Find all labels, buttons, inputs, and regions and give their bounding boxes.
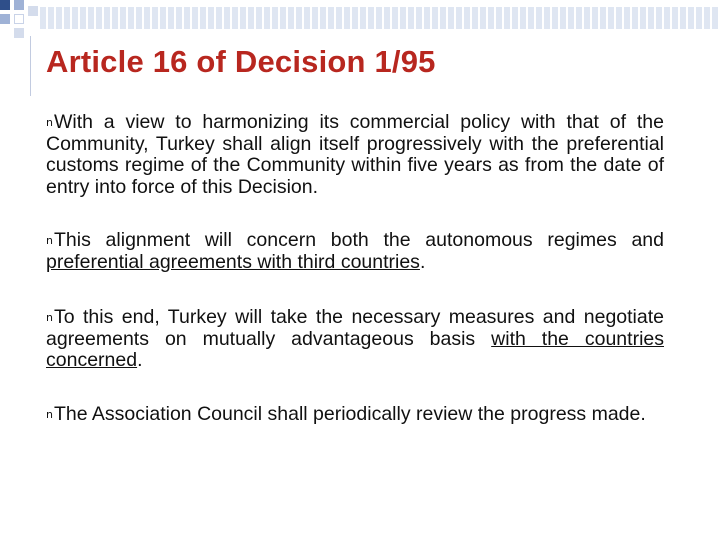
paragraph-tail: .: [419, 250, 426, 273]
paragraph-tail: .: [137, 349, 143, 371]
bullet-paragraph: [46, 112, 664, 198]
decor-square-pale: [14, 28, 24, 38]
paragraph-underlined-text: preferential agreements with third countries: [46, 250, 420, 273]
header-divider-line: [30, 36, 31, 96]
bullet-marker-icon: n: [46, 407, 53, 421]
decor-square-pale: [28, 6, 38, 16]
paragraph-underlined-text: with the countries concerned: [46, 327, 664, 371]
paragraph-text: With a view to harmonizing its commercial policy with that of the Community, Turkey shall align itself progressively with the preferential customs regime of the Community within five years as from the date of entry into force of this Decision.: [46, 111, 664, 198]
paragraph-text: To this end, Turkey will take the necessary measures and negotiate agreements on mutually advantageous basis: [46, 306, 664, 350]
decor-square-outline: [14, 14, 24, 24]
paragraph-text: The Association Council shall periodically review the progress made.: [53, 402, 646, 425]
decor-square-light: [0, 14, 10, 24]
bullet-marker-icon: n: [46, 116, 53, 129]
bullet-paragraph: [46, 404, 664, 426]
slide-body: [46, 112, 664, 457]
bullet-paragraph: [46, 307, 664, 372]
decor-square-dark: [0, 0, 10, 10]
bullet-marker-icon: n: [46, 234, 53, 247]
bullet-paragraph: [46, 230, 664, 273]
slide-title: Article 16 of Decision 1/95: [46, 44, 436, 79]
decor-square-light: [14, 0, 24, 10]
paragraph-text: This alignment will concern both the autonomous regimes and: [53, 229, 664, 251]
bullet-marker-icon: n: [46, 311, 53, 324]
header-checkered-band: [40, 7, 720, 29]
